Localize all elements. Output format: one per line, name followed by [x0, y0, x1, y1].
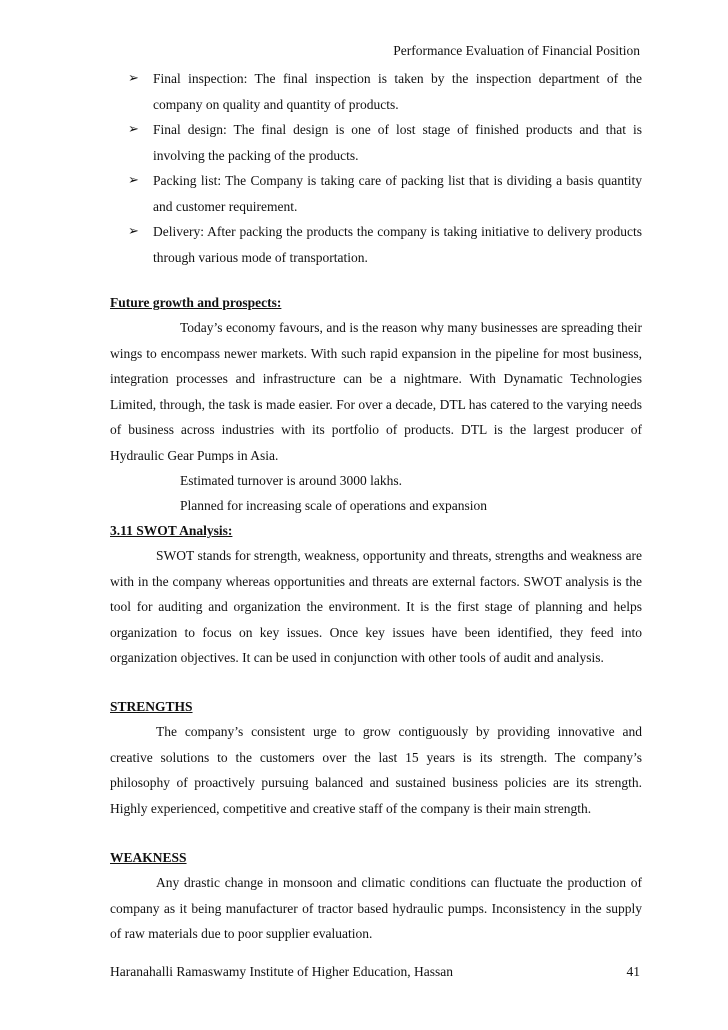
strengths-section — [110, 694, 642, 821]
arrow-bullet-icon: ➢ — [128, 173, 139, 188]
arrow-bullet-icon: ➢ — [128, 71, 139, 86]
page-header-title: Performance Evaluation of Financial Position — [393, 43, 640, 58]
arrow-bullet-icon: ➢ — [128, 224, 139, 239]
future-growth-paragraph: Today’s economy favours, and is the reason why many businesses are spreading their wings to encompass newer markets. With such rapid expansion in the pipeline for most business, integration processes and infrastructure can be a nightmare. With Dynamatic Technologies Limited, through, the task is made easier. For over a decade, DTL has catered to the varying needs of business across industries with its portfolio of products. DTL is the largest producer of Hydraulic Gear Pumps in Asia. — [110, 320, 642, 463]
bullet-item-final-design — [110, 117, 642, 168]
bullet-item-delivery — [110, 219, 642, 270]
swot-paragraph: SWOT stands for strength, weakness, opportunity and threats, strengths and weakness are with in the company whereas opportunities and threats are external factors. SWOT analysis is the tool for auditing and organization the environment. It is the first stage of planning and helps organization to focus on key issues. Once key issues have been identified, they feed into organization objectives. It can be used in conjunction with other tools of audit and analysis. — [110, 548, 642, 665]
bullet-item-packing-list — [110, 168, 642, 219]
bullet-text: Delivery: After packing the products the company is taking initiative to delivery products through various mode of transportation. — [153, 224, 642, 265]
bullet-text: Packing list: The Company is taking care of packing list that is dividing a basis quantity and customer requirement. — [153, 173, 642, 214]
planned-expansion-line: Planned for increasing scale of operations and expansion — [180, 498, 488, 513]
footer-institute-name: Haranahalli Ramaswamy Institute of Higher Education, Hassan — [110, 964, 454, 979]
section-heading-swot: 3.11 SWOT Analysis: — [110, 523, 233, 538]
process-bullet-list — [110, 66, 642, 270]
estimated-turnover-line: Estimated turnover is around 3000 lakhs. — [180, 473, 402, 488]
weakness-section — [110, 845, 642, 947]
bullet-text: Final design: The final design is one of lost stage of finished products and that is involving the packing of the products. — [153, 122, 642, 163]
weakness-paragraph: Any drastic change in monsoon and climatic conditions can fluctuate the production of company as it being manufacturer of tractor based hydraulic pumps. Inconsistency in the supply of raw materials due to poor supplier evaluation. — [110, 875, 642, 941]
bullet-text: Final inspection: The final inspection is taken by the inspection department of the company on quality and quantity of products. — [153, 71, 642, 112]
arrow-bullet-icon: ➢ — [128, 122, 139, 137]
strengths-paragraph: The company’s consistent urge to grow contiguously by providing innovative and creative solutions to the customers over the last 15 years is its strength. The company’s philosophy of proactively pursuing balanced and sustained business policies are its strength. Highly experienced, competitive and creative staff of the company is their main strength. — [110, 724, 642, 816]
section-heading-strengths: STRENGTHS — [110, 699, 193, 714]
section-heading-future-growth: Future growth and prospects: — [110, 295, 282, 310]
bullet-item-final-inspection — [110, 66, 642, 117]
footer-page-number: 41 — [626, 964, 640, 979]
swot-analysis-section — [110, 518, 642, 671]
future-growth-section — [110, 290, 642, 518]
section-heading-weakness: WEAKNESS — [110, 850, 187, 865]
